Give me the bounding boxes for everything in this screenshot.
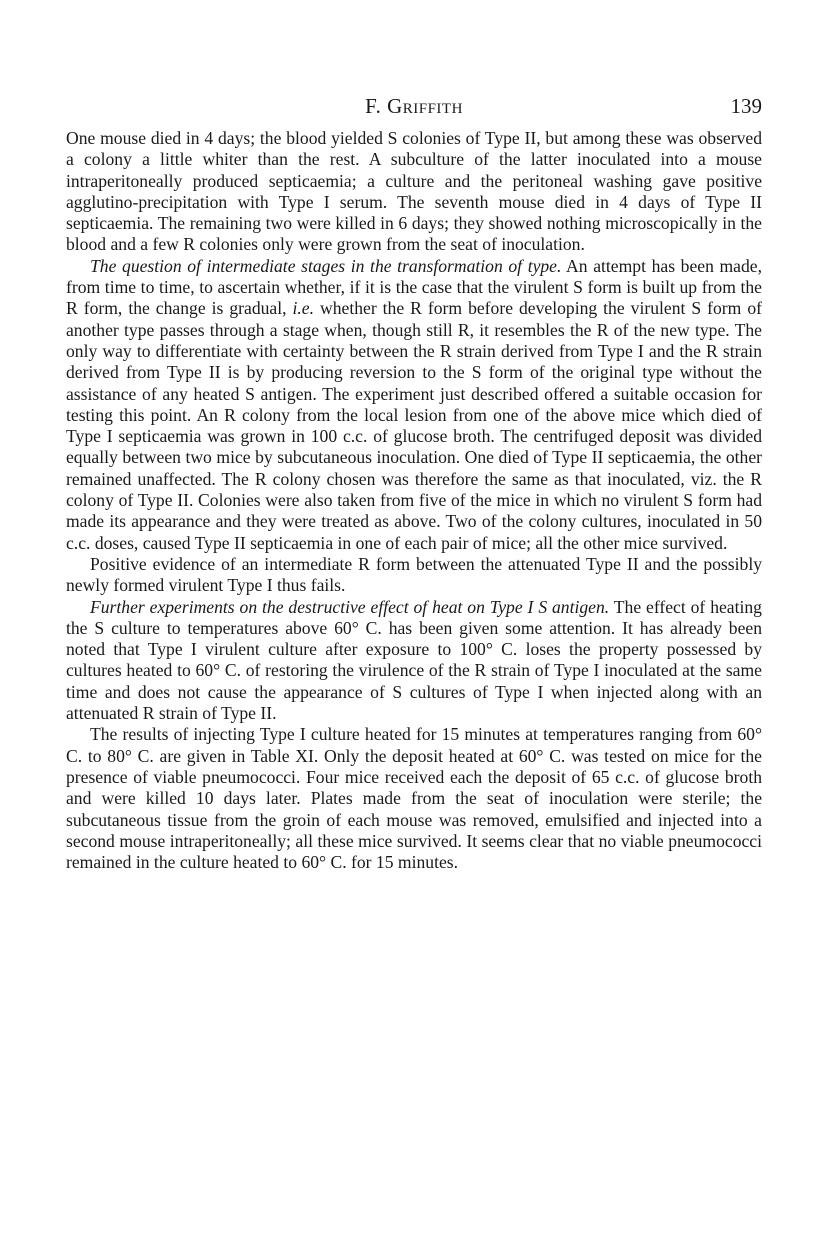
paragraph-5-text: The results of injecting Type I culture heated for 15 minutes at temperatures ranging from 60° C. to 80° C. are given in Table XI. Only the deposit heated at 60° C. was tested on mice for the presence of viable pneumococci. Four mice received each the deposit of 65 c.c. of glucose broth and were killed 10 days later. Plates made from the seat of inoculation were sterile; the subcutaneous tissue from the groin of each mouse was removed, emulsified and injected into a second mouse intraperitoneally; all these mice survived. It seems clear that no viable pneumococci remained in the culture heated to 60° C. for 15 minutes. bbox=[66, 724, 762, 873]
section-heading-heat-effect: Further experiments on the destructive effect of heat on Type I S antigen. bbox=[90, 596, 610, 617]
section-heading-intermediate-stages: The question of intermediate stages in the transformation of type. bbox=[90, 255, 562, 276]
paragraph-2-ie: i.e. bbox=[292, 298, 315, 319]
paragraph-2 bbox=[66, 256, 762, 554]
page-number: 139 bbox=[730, 94, 762, 118]
running-head-author: F. Griffith bbox=[365, 94, 463, 118]
running-head bbox=[66, 94, 762, 128]
paragraph-4-text: The effect of heating the S culture to temperatures above 60° C. has been given some attention. It has already been noted that Type I virulent culture after exposure to 100° C. loses the property possessed by cultures heated to 60° C. of restoring the virulence of the R strain of Type I inoculated at the same time and does not cause the appearance of S cultures of Type I when injected along with an attenuated R strain of Type II. bbox=[66, 596, 762, 724]
paragraph-2-text-b: whether the R form before developing the virulent S form of another type passes through a stage when, though still R, it resembles the R of the new type. The only way to differentiate with certainty between the R strain derived from Type I and the R strain derived from Type II is by producing reversion to the S form of the original type without the assistance of any heated S antigen. The experiment just described offered a suitable occasion for testing this point. An R colony from the local lesion from one of the above mice which died of Type I septicaemia was grown in 100 c.c. of glucose broth. The centrifuged deposit was divided equally between two mice by subcutaneous inoculation. One died of Type II septicaemia, the other remained unaffected. The R colony chosen was therefore the same as that inoculated, viz. the R colony of Type II. Colonies were also taken from five of the mice in which no virulent S form had made its appearance and they were treated as above. Two of the colony cultures, inoculated in 50 c.c. doses, caused Type II septicaemia in one of each pair of mice; all the other mice survived. bbox=[66, 298, 763, 553]
paragraph-2-text-a: An attempt has been made, from time to time, to ascertain whether, if it is the case that the virulent S form is built up from the R form, the change is gradual, bbox=[66, 255, 763, 319]
paragraph-5 bbox=[66, 724, 762, 873]
paragraph-4 bbox=[66, 597, 762, 725]
page bbox=[66, 94, 762, 873]
paragraph-1 bbox=[66, 128, 762, 256]
paragraph-3 bbox=[66, 554, 762, 597]
paragraph-1-text: One mouse died in 4 days; the blood yielded S colonies of Type II, but among these was observed a colony a little whiter than the rest. A subculture of the latter inoculated into a mouse intraperitoneally produced septicaemia; a culture and the peritoneal washing gave positive agglutino-precipitation with Type I serum. The seventh mouse died in 4 days of Type II septicaemia. The remaining two were killed in 6 days; they showed nothing microscopically in the blood and a few R colonies only were grown from the seat of inoculation. bbox=[66, 128, 762, 255]
paragraph-3-text: Positive evidence of an intermediate R form between the attenuated Type II and the possibly newly formed virulent Type I thus fails. bbox=[66, 553, 762, 596]
body-text bbox=[66, 128, 762, 873]
